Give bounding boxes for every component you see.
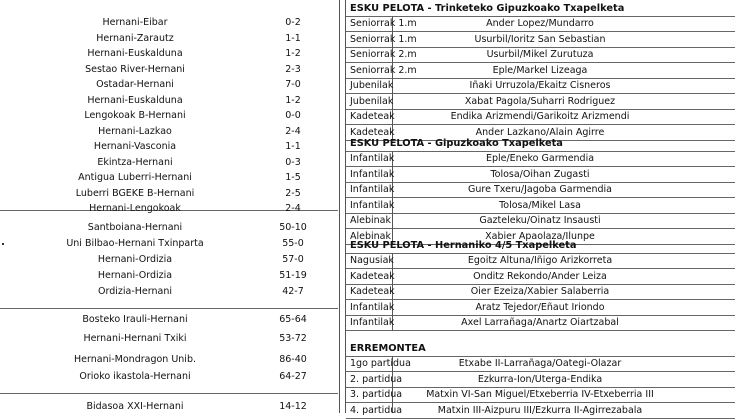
match-teams: Lengokoak B-Hernani [84,110,186,121]
result-text: Eple/Markel Lizeaga [492,64,588,76]
category-label: Infantilak [350,168,395,180]
section-title: ERREMONTEA [350,343,426,354]
match-teams: Hernani-Euskalduna [87,48,183,59]
result-text: Xabat Pagola/Suharri Rodriguez [464,95,616,107]
category-label: 4. partidua [350,404,403,416]
match-teams: Santboiana-Hernani [87,222,183,233]
result-row [0,372,735,387]
category-label: Jubenilak [350,95,394,107]
match-score: 53-72 [279,333,307,344]
result-row [0,213,735,228]
result-text: Matxin VI-San Miguel/Etxeberria IV-Etxeberria III [426,389,654,400]
match-score: 64-27 [279,371,307,382]
match-teams: Hernani-Euskalduna [87,94,183,106]
divider [346,418,735,419]
section-title: ESKU PELOTA - Gipuzkoako Txapelketa [350,138,563,149]
result-row [0,387,735,402]
match-score: 1-2 [285,94,301,106]
category-label: Infantilak [350,301,395,313]
result-row [0,356,735,371]
match-teams: Uni Bilbao-Hernani Txinparta [66,238,204,249]
result-row [0,47,735,62]
result-text: Iñaki Urruzola/Ekaitz Cisneros [469,80,611,91]
match-teams: Hernani-Hernani Txiki [83,333,187,344]
category-label: Infantilak [350,153,395,164]
result-row [0,94,735,109]
result-text: Etxabe II-Larrañaga/Oategi-Olazar [458,358,622,369]
match-score: 2-4 [285,125,301,137]
category-label: Infantilak [350,184,395,195]
result-text: Eple/Eneko Garmendia [485,153,595,164]
category-label: Infantilak [350,317,395,328]
match-row [0,331,338,346]
match-score: 2-3 [285,63,301,75]
match-teams: Ostadar-Hernani [96,79,174,90]
section-title: ESKU PELOTA - Hernaniko 4/5 Txapelketa [350,240,577,251]
category-label: Alebinak [350,230,391,242]
result-row [0,78,735,93]
result-text: Tolosa/Mikel Lasa [499,199,581,211]
match-teams: Ordizia-Hernani [98,286,172,297]
match-score: 0-3 [285,156,301,168]
result-row [0,198,735,213]
divider [346,330,735,331]
result-row [0,32,735,47]
match-score: 0-0 [285,110,301,121]
match-teams: Luberri BGEKE B-Hernani [75,187,195,199]
result-row [0,151,735,166]
match-score: 65-64 [279,314,307,325]
result-text: Usurbil/Mikel Zurutuza [486,49,594,60]
match-teams: Bosteko Irauli-Hernani [82,314,188,325]
result-text: Xabier Apaolaza/Ilunpe [485,230,595,242]
result-text: Ander Lopez/Mundarro [486,18,594,29]
category-label: 2. partidua [350,373,403,385]
category-label: Nagusiak [350,255,394,266]
category-label: Seniorrak 1.m [350,18,417,29]
match-score: 57-0 [282,254,304,265]
match-score: 2-5 [285,187,301,199]
match-teams: Sestao River-Hernani [85,63,185,75]
match-teams: Hernani-Ordizia [97,270,173,281]
result-text: Gazteleku/Oinatz Insausti [479,215,601,226]
match-teams: Antigua Luberri-Hernani [78,172,192,183]
match-teams: Ekintza-Hernani [97,156,173,168]
category-label: 1go partidua [350,358,411,369]
match-score: 7-0 [285,79,301,90]
match-teams: Bidasoa XXI-Hernani [86,401,184,412]
match-teams: Hernani-Ordizia [97,254,173,265]
result-row [0,284,735,299]
match-score: 1-1 [285,141,301,152]
result-text: Matxin III-Aizpuru III/Ezkurra II-Agirrezabala [437,404,643,416]
match-score: 42-7 [282,286,304,297]
category-label: Seniorrak 2.m [350,64,417,76]
category-label: Jubenilak [350,80,394,91]
result-row [0,16,735,31]
match-teams: Hernani-Eibar [102,17,168,28]
result-row [0,315,735,330]
result-text: Oier Ezeiza/Xabier Salaberria [470,286,610,297]
result-row [0,403,735,418]
category-label: Kadeteak [350,111,395,122]
category-label: Infantilak [350,199,395,211]
result-row [0,253,735,268]
match-score: 55-0 [282,238,304,249]
match-teams: Orioko ikastola-Hernani [79,371,191,382]
result-text: Ezkurra-Ion/Uterga-Endika [477,373,603,385]
match-score: 1-2 [285,48,301,59]
category-label: Seniorrak 2.m [350,49,417,60]
result-text: Endika Arizmendi/Garikoitz Arizmendi [450,111,630,122]
result-text: Aratz Tejedor/Eñaut Iriondo [475,301,605,313]
result-text: Axel Larrañaga/Anartz Oiartzabal [461,317,619,328]
match-teams: Hernani-Zarautz [96,32,174,44]
category-label: Kadeteak [350,126,395,138]
category-label: Kadeteak [350,270,395,282]
section-title: ESKU PELOTA - Trinketeko Gipuzkoako Txapelketa [350,3,625,14]
match-score: 2-4 [285,203,301,214]
category-label: Kadeteak [350,286,395,297]
result-row [0,167,735,182]
category-label: 3. partidua [350,389,403,400]
match-score: 1-1 [285,32,301,44]
match-teams: Hernani-Lazkao [98,125,172,137]
match-score: 14-12 [279,401,307,412]
result-row [0,63,735,78]
result-row [0,109,735,124]
category-label: Seniorrak 1.m [350,33,417,45]
result-row [0,269,735,284]
match-score: 0-2 [285,17,301,28]
match-teams: Hernani-Lengokoak [89,203,181,214]
result-row [0,182,735,197]
category-label: Alebinak [350,215,391,226]
result-text: Gure Txeru/Jagoba Garmendia [468,184,612,195]
result-text: Onditz Rekondo/Ander Leiza [473,270,607,282]
result-text: Ander Lazkano/Alain Agirre [475,126,605,138]
result-text: Egoitz Altuna/Iñigo Arizkorreta [467,255,613,266]
match-teams: Hernani-Mondragon Unib. [74,354,196,365]
result-row [0,300,735,315]
result-text: Usurbil/Ioritz San Sebastian [474,33,606,45]
result-text: Tolosa/Oihan Zugasti [490,168,590,180]
match-score: 86-40 [279,354,307,365]
match-score: 1-5 [285,172,301,183]
match-score: 50-10 [279,222,307,233]
match-score: 51-19 [279,270,307,281]
match-teams: Hernani-Vasconia [93,141,177,152]
